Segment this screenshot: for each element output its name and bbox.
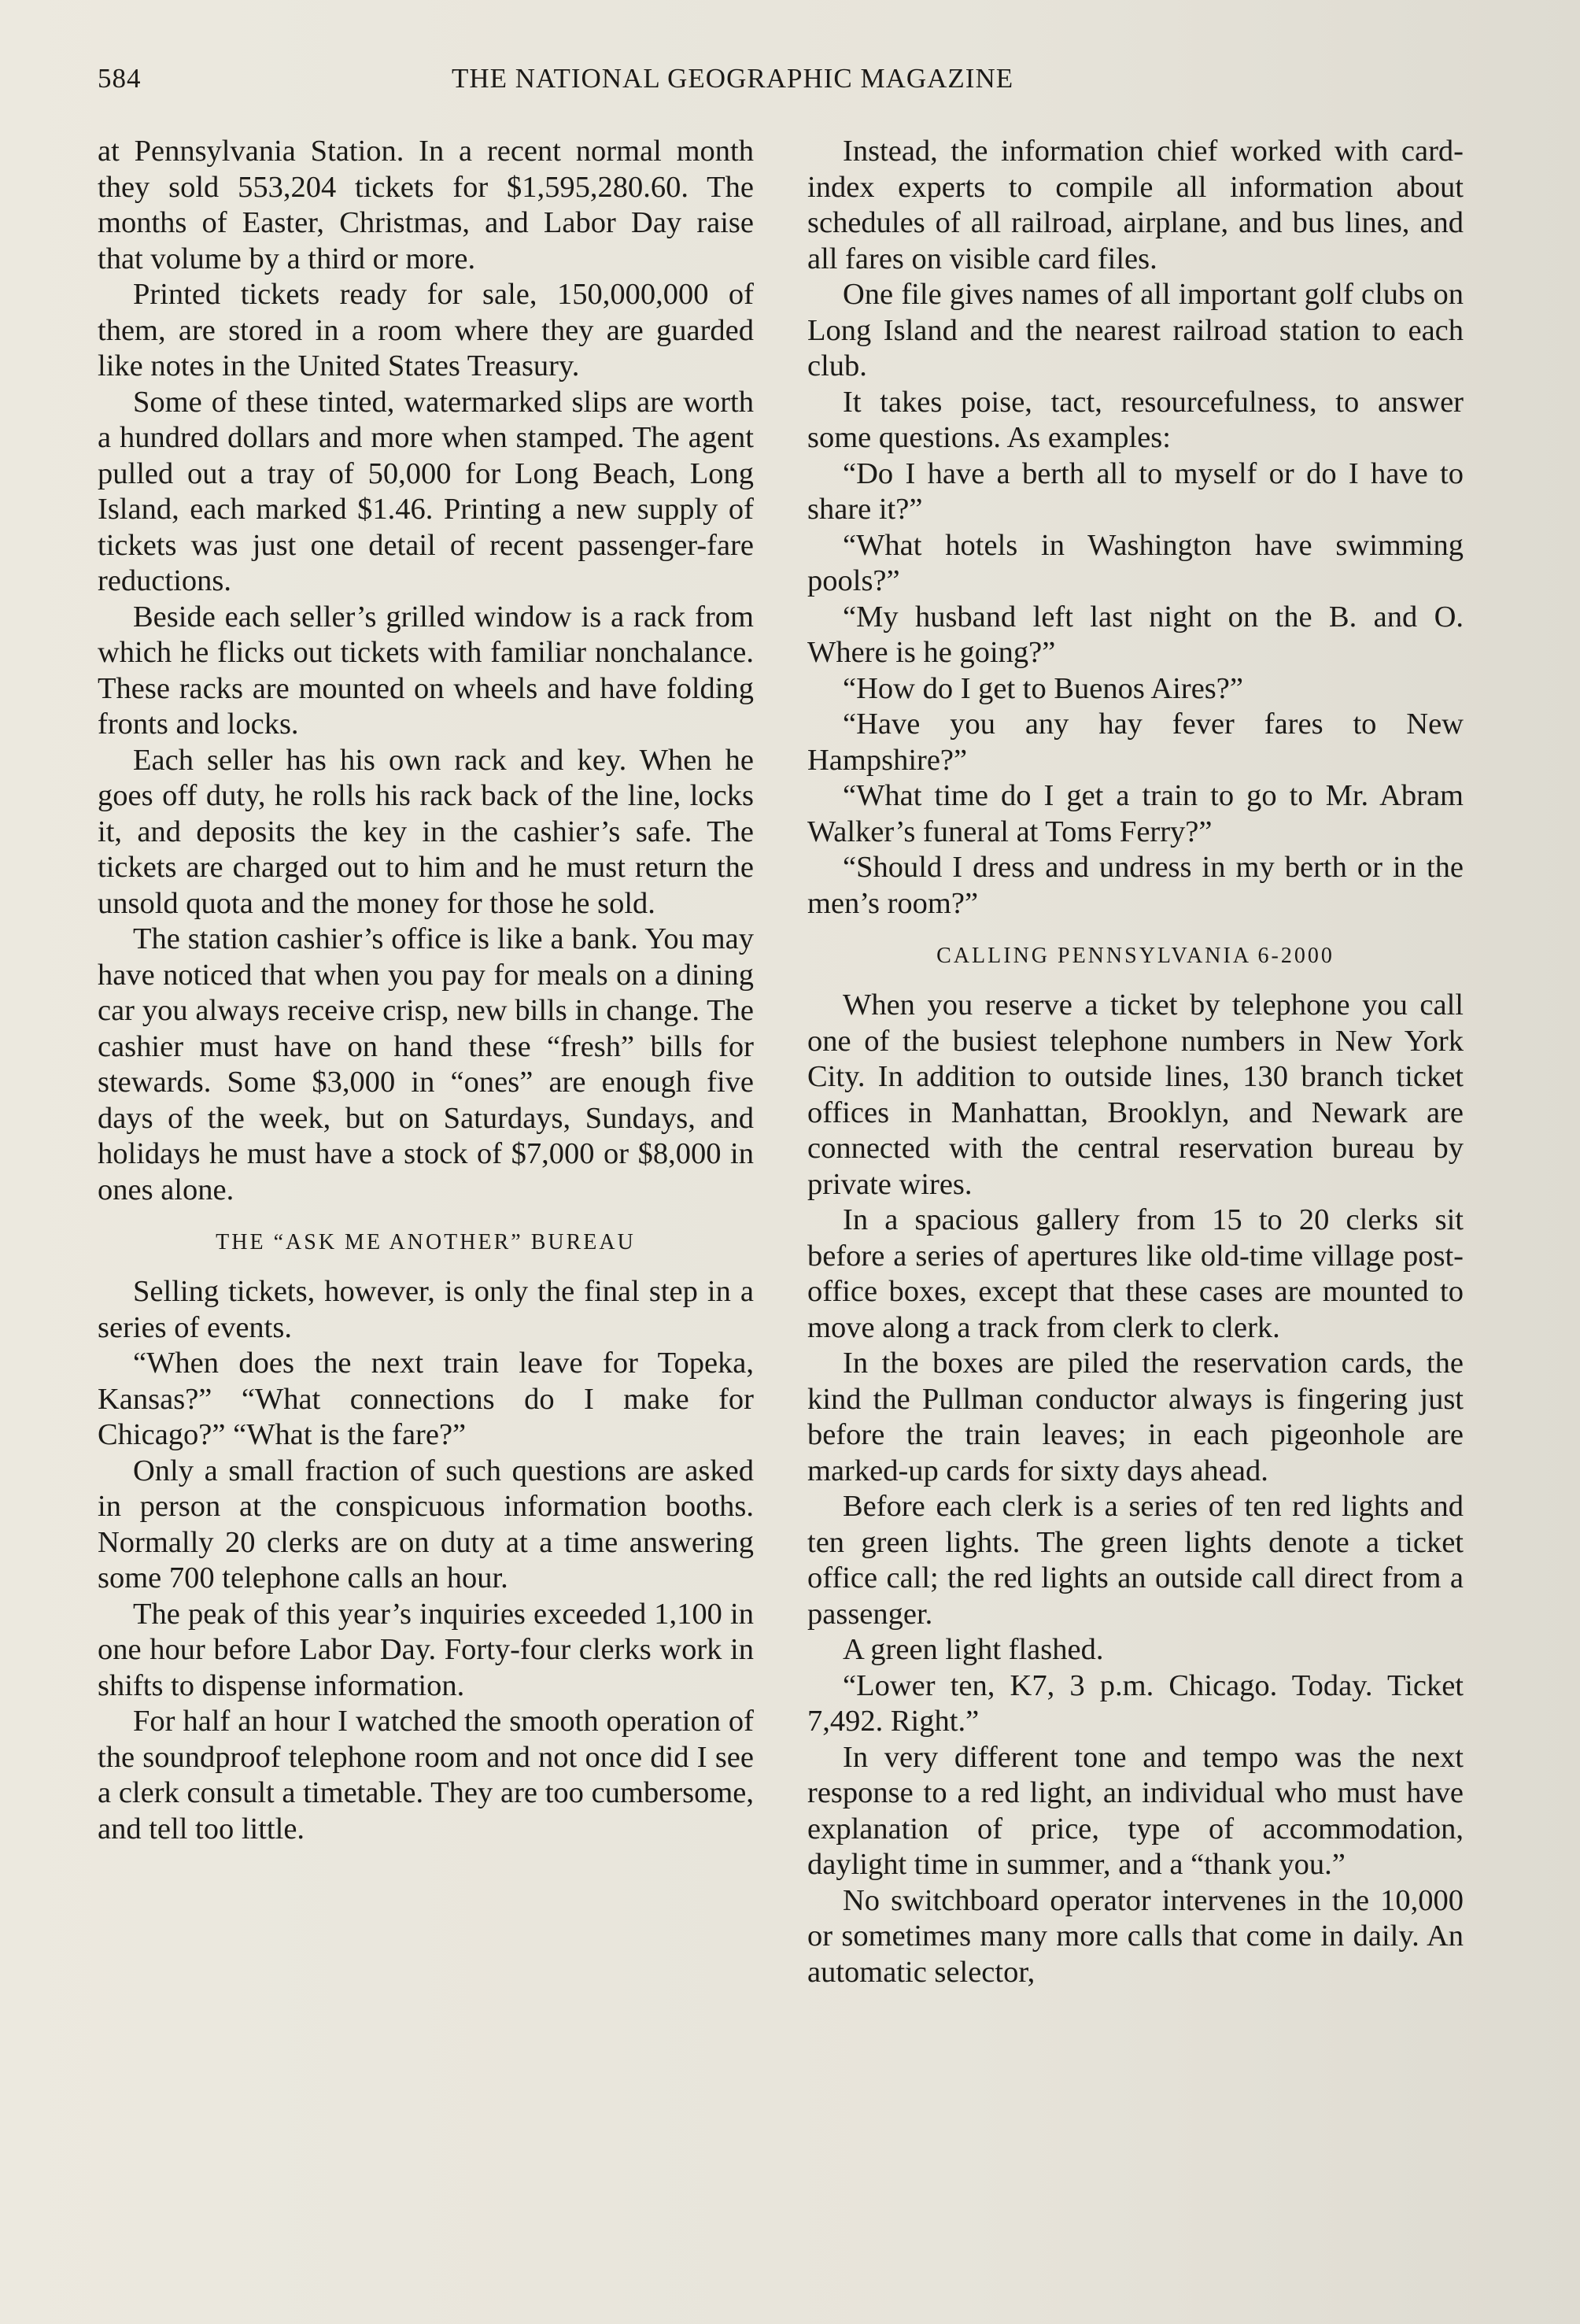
paragraph: “What time do I get a train to go to Mr. Abram Walker’s funeral at Toms Ferry?” bbox=[807, 779, 1464, 848]
section-heading: THE “ASK ME ANOTHER” BUREAU bbox=[216, 1230, 636, 1254]
paragraph: Beside each seller’s grilled window is a rack from which he flicks out tickets with familiar nonchalance. These racks are mounted on wheels and have folding fronts and locks. bbox=[98, 600, 754, 741]
paragraph: The station cashier’s office is like a bank. You may have noticed that when you pay for meals on a dining car you always receive crisp, new bills in change. The cashier must have on hand these “fresh” bills for stewards. Some $3,000 in “ones” are enough five days of the week, but on Saturdays, Sundays, and holidays he must have a stock of $7,000 or $8,000 in ones alone. bbox=[98, 922, 754, 1206]
paragraph: In very different tone and tempo was the next response to a red light, an individual who must have explanation of price, type of accommodation, daylight time in summer, and a “thank you.” bbox=[807, 1740, 1464, 1881]
paragraph: A green light flashed. bbox=[843, 1633, 1104, 1666]
paragraph: “Do I have a berth all to myself or do I have to share it?” bbox=[807, 456, 1464, 526]
article-columns bbox=[98, 134, 1464, 2243]
right-column bbox=[807, 134, 1464, 2243]
paragraph: It takes poise, tact, resourcefulness, to answer some questions. As examples: bbox=[807, 385, 1464, 454]
paragraph: at Pennsylvania Station. In a recent normal month they sold 553,204 tickets for $1,595,280.60. The months of Easter, Christmas, and Labor Day raise that volume by a third or more. bbox=[98, 135, 754, 275]
paragraph: “How do I get to Buenos Aires?” bbox=[843, 671, 1243, 705]
paragraph: When you reserve a ticket by telephone you call one of the busiest telephone numbers in New York City. In addition to outside lines, 130 branch ticket offices in Manhattan, Brooklyn, and Newark are connected with the central reservation bureau by private wires. bbox=[807, 988, 1464, 1201]
paragraph: Instead, the information chief worked with card-index experts to compile all information about schedules of all railroad, airplane, and bus lines, and all fares on visible card files. bbox=[807, 135, 1464, 275]
paragraph: “When does the next train leave for Topeka, Kansas?” “What connections do I make for Chicago?” “What is the fare?” bbox=[98, 1347, 754, 1451]
paragraph: The peak of this year’s inquiries exceeded 1,100 in one hour before Labor Day. Forty-four clerks work in shifts to dispense information. bbox=[98, 1597, 754, 1702]
paragraph: One file gives names of all important golf clubs on Long Island and the nearest railroad station to each club. bbox=[807, 278, 1464, 382]
paragraph: Selling tickets, however, is only the final step in a series of events. bbox=[98, 1275, 754, 1344]
paragraph: Only a small fraction of such questions are asked in person at the conspicuous information booths. Normally 20 clerks are on duty at a time answering some 700 telephone calls an hour. bbox=[98, 1454, 754, 1594]
paragraph: Each seller has his own rack and key. When he goes off duty, he rolls his rack back of the line, locks it, and deposits the key in the cashier’s safe. The tickets are charged out to him and he must return the unsold quota and the money for those he sold. bbox=[98, 743, 754, 920]
paragraph: In a spacious gallery from 15 to 20 clerks sit before a series of apertures like old-time village post-office boxes, except that these cases are mounted to move along a track from clerk to clerk. bbox=[807, 1203, 1464, 1344]
paragraph: “Should I dress and undress in my berth or in the men’s room?” bbox=[807, 851, 1464, 920]
paragraph: Some of these tinted, watermarked slips are worth a hundred dollars and more when stamped. The agent pulled out a tray of 50,000 for Long Beach, Long Island, each marked $1.46. Printing a new supply of tickets was just one detail of recent passenger-fare reductions. bbox=[98, 385, 754, 597]
magazine-title: THE NATIONAL GEOGRAPHIC MAGAZINE bbox=[452, 63, 1014, 94]
paragraph: In the boxes are piled the reservation cards, the kind the Pullman conductor always is fingering just before the train leaves; in each pigeonhole are marked-up cards for sixty days ahead. bbox=[807, 1347, 1464, 1487]
paragraph: For half an hour I watched the smooth operation of the soundproof telephone room and not once did I see a clerk consult a timetable. They are too cumbersome, and tell too little. bbox=[98, 1705, 754, 1846]
paragraph: Before each clerk is a series of ten red lights and ten green lights. The green lights denote a ticket office call; the red lights an outside call direct from a passenger. bbox=[807, 1490, 1464, 1631]
paragraph: “What hotels in Washington have swimming pools?” bbox=[807, 528, 1464, 597]
paragraph: Printed tickets ready for sale, 150,000,000 of them, are stored in a room where they are guarded like notes in the United States Treasury. bbox=[98, 278, 754, 382]
section-heading: CALLING PENNSYLVANIA 6-2000 bbox=[936, 944, 1335, 968]
paragraph: “My husband left last night on the B. and O. Where is he going?” bbox=[807, 600, 1464, 669]
paragraph: “Lower ten, K7, 3 p.m. Chicago. Today. Ticket 7,492. Right.” bbox=[807, 1668, 1464, 1738]
running-head bbox=[98, 63, 1482, 110]
paragraph: No switchboard operator intervenes in the 10,000 or sometimes many more calls that come in daily. An automatic selector, bbox=[807, 1883, 1464, 1989]
left-column bbox=[98, 134, 754, 2243]
paragraph: “Have you any hay fever fares to New Hampshire?” bbox=[807, 708, 1464, 777]
page-number: 584 bbox=[98, 63, 142, 94]
